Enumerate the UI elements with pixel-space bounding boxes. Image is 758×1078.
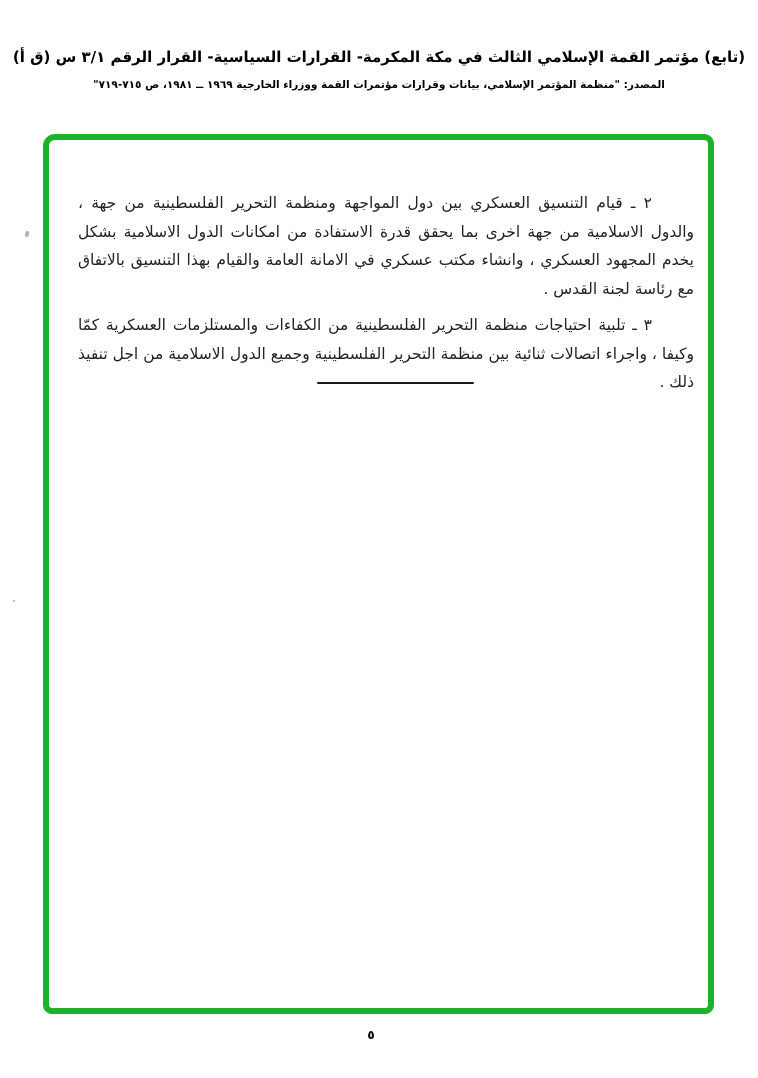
resolution-paragraph-2: ٢ ـ قيام التنسيق العسكري بين دول المواجهة ومنظمة التحرير الفلسطينية من جهة ، والدول الاسلامية من جهة اخرى بما يحقق قدرة الاستفادة من امكانات الدول الاسلامية بشكل يخدم المجهود العسكري ، وانشاء مكتب عسكري في الامانة العامة والقيام بهذا التنسيق بالاتفاق مع رئاسة لجنة القدس . [78,194,694,298]
scan-speck [13,600,15,602]
section-divider [317,382,474,384]
page-number: ٥ [367,1028,375,1042]
resolution-text-block [78,189,694,397]
resolution-paragraph-3: ٣ ـ تلبية احتياجات منظمة التحرير الفلسطينية من الكفاءات والمستلزمات العسكرية كمّا وكيفا ، واجراء اتصالات ثنائية بين منظمة التحرير الفلسطينية وجميع الدول الاسلامية من اجل تنفيذ ذلك . [78,316,694,391]
scan-speck [24,230,30,237]
document-title: (تابع) مؤتمر القمة الإسلامي الثالث في مكة المكرمة- القرارات السياسية- القرار الرقم ٣/١ س (ق أ) [12,48,746,66]
source-citation: المصدر: "منظمة المؤتمر الإسلامي، بيانات وقرارات مؤتمرات القمة ووزراء الخارجية ١٩٦٩ ــ ١٩٨١، ص ٧١٥-٧١٩" [93,79,665,91]
page-header [0,44,758,93]
